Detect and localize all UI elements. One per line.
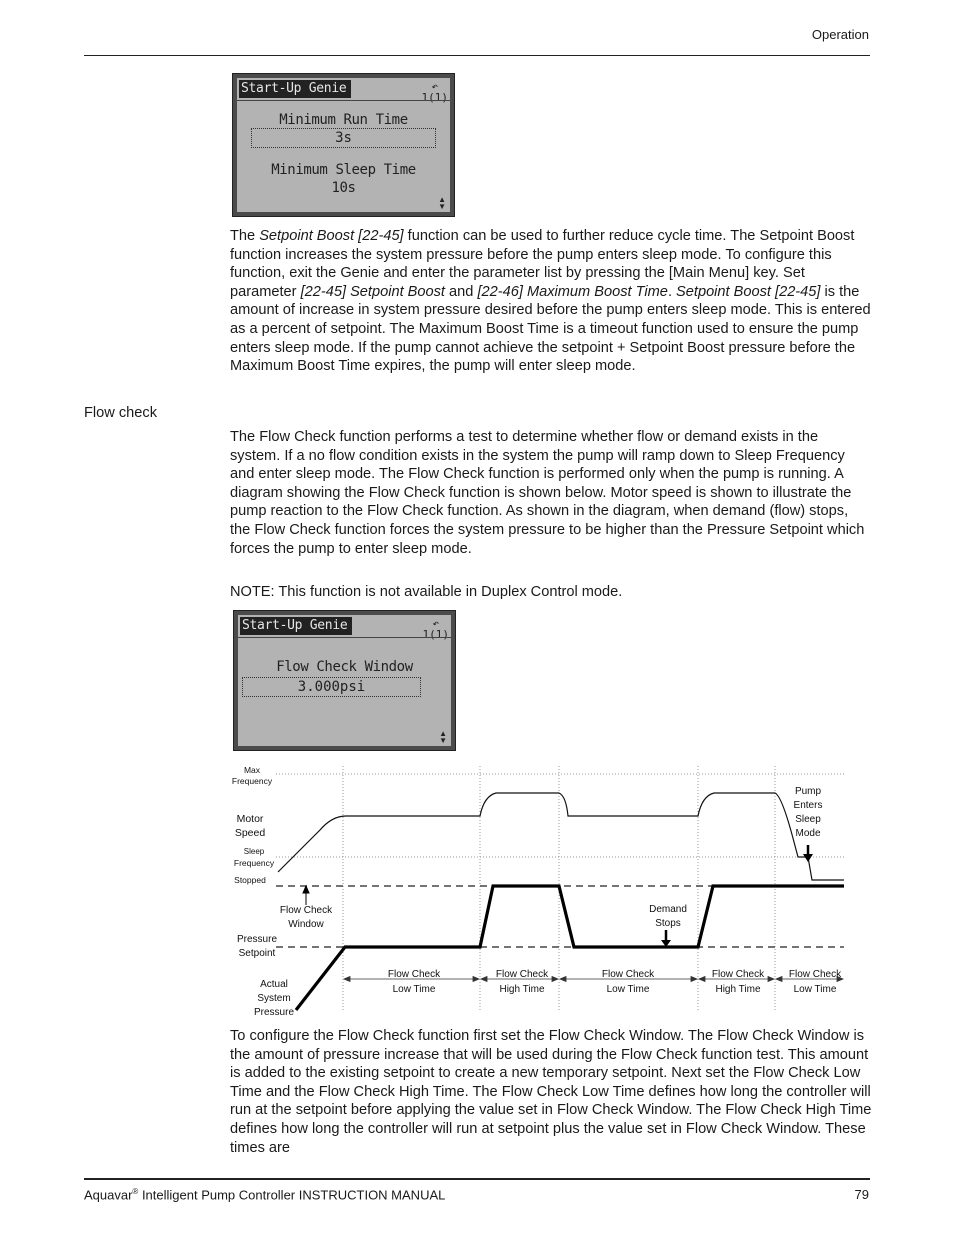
pump-enters-sleep-label: Enters: [793, 800, 823, 811]
stopped-label: Stopped: [234, 875, 266, 885]
actual-system-pressure-label: System: [257, 993, 291, 1004]
interval-label: Flow Check: [601, 969, 655, 980]
interval-label: Flow Check: [495, 969, 549, 980]
page-number: 79: [854, 1187, 869, 1202]
sleep-frequency-label: Sleep: [243, 847, 265, 856]
lcd-screen: [237, 78, 450, 212]
lcd-title: Start-Up Genie: [239, 80, 351, 98]
lcd-field-value: 3s: [251, 128, 436, 148]
lcd-field-value: 3.000psi: [242, 677, 421, 697]
note-label: NOTE:: [230, 584, 275, 600]
section-heading-flow-check: Flow check: [84, 405, 157, 421]
footer-document-title: Aquavar® Intelligent Pump Controller INSTRUCTION MANUAL: [84, 1187, 446, 1203]
lcd-page-indicator: 1(1): [421, 91, 448, 104]
motor-speed-curve: [278, 793, 844, 880]
sleep-frequency-label: Frequency: [233, 858, 275, 868]
pump-enters-sleep-label: Mode: [795, 828, 821, 839]
demand-stops-arrow-icon: [661, 930, 671, 947]
max-frequency-label: Max: [243, 765, 261, 775]
lcd-back-page-icon: ↶ 1(1): [422, 617, 449, 641]
lcd-title: Start-Up Genie: [240, 617, 352, 635]
note-paragraph: [230, 583, 872, 602]
actual-system-pressure-label: Actual: [260, 979, 288, 990]
interval-label: Flow Check: [387, 969, 441, 980]
note-text: This function is not available in Duplex Control mode.: [274, 584, 623, 600]
lcd-display-startup-genie-2: [233, 610, 456, 751]
motor-speed-label: Speed: [234, 827, 266, 839]
lcd-field-value: 10s: [331, 180, 356, 196]
flow-check-window-arrow: [303, 886, 309, 905]
demand-stops-label: Demand: [649, 904, 687, 915]
running-header: Operation: [811, 27, 869, 42]
pump-enters-sleep-arrow-icon: [803, 845, 813, 862]
lcd-divider: [237, 100, 450, 101]
actual-system-pressure-label: Pressure: [253, 1007, 295, 1018]
interval-label: High Time: [715, 984, 761, 995]
configuration-paragraph: To configure the Flow Check function first set the Flow Check Window. The Flow Check Window is the amount of pressure increase that will be used during the Flow Check function test. This amount is added to the existing setpoint to create a new temporary setpoint. Next set the Flow Check Low Time and the Flow Check High Time. The Flow Check Low Time defines how long the controller will run at the setpoint before applying the value set in Flow Check Window. The Flow Check High Time defines how long the controller will run at setpoint plus the value set in Flow Check Window. These times are: [230, 1028, 872, 1156]
max-frequency-label: Frequency: [231, 776, 273, 786]
pump-enters-sleep-label: Sleep: [795, 814, 821, 825]
flow-check-paragraph: The Flow Check function performs a test to determine whether flow or demand exists in the system. If a no flow condition exists in the system the pump will ramp down to Sleep Frequency and enter sleep mode. The Flow Check function is performed only when the pump is running. A diagram showing the Flow Check function is shown below. Motor speed is shown to illustrate the pump reaction to the Flow Check function. As shown in the diagram, when demand (flow) stops, the Flow Check function forces the system pressure to be higher than the Pressure Setpoint which forces the pump to enter sleep mode.: [230, 429, 865, 557]
lcd-scroll-arrows-icon: ▲ ▼: [438, 195, 446, 211]
flow-check-window-label: Flow Check: [279, 905, 333, 916]
lcd-field-label: Minimum Run Time: [279, 112, 408, 128]
flow-check-window-label: Window: [288, 919, 324, 930]
interval-label: Flow Check: [788, 969, 842, 980]
motor-speed-label: Motor: [236, 813, 264, 825]
flow-check-timing-diagram: [228, 760, 850, 1022]
interval-label: Flow Check: [711, 969, 765, 980]
interval-label: Low Time: [606, 984, 650, 995]
lcd-scroll-arrows-icon: ▲ ▼: [439, 729, 447, 745]
pressure-setpoint-label: Pressure: [236, 934, 278, 945]
actual-system-pressure-curve: [296, 886, 844, 1010]
setpoint-boost-paragraph: The Setpoint Boost [22-45] function can be used to further reduce cycle time. The Setpoint Boost function increases the system pressure before the pump enters sleep mode. To configure this function, exit the Genie and enter the parameter list by pressing the [Main Menu] key. Set parameter [22-45] Setpoint Boost and [22-46] Maximum Boost Time. Setpoint Boost [22-45] is the amount of increase in system pressure desired before the pump enters sleep mode. This is entered as a percent of setpoint. The Maximum Boost Time is a timeout function used to ensure the pump enters sleep mode. If the pump cannot achieve the setpoint + Setpoint Boost pressure before the Maximum Boost Time expires, the pump will enter sleep mode.: [230, 228, 871, 375]
lcd-page-indicator: 1(1): [422, 628, 449, 641]
interval-label: Low Time: [793, 984, 837, 995]
lcd-back-page-icon: ↶ 1(1): [421, 80, 448, 104]
demand-stops-label: Stops: [655, 918, 681, 929]
footer-rule: [84, 1178, 870, 1180]
lcd-screen: [238, 615, 451, 746]
header-rule: [84, 55, 870, 56]
pump-enters-sleep-label: Pump: [794, 786, 822, 797]
lcd-divider: [238, 637, 451, 638]
pressure-setpoint-label: Setpoint: [238, 948, 276, 959]
interval-label: Low Time: [392, 984, 436, 995]
lcd-display-startup-genie-1: [232, 73, 455, 217]
interval-label: High Time: [499, 984, 545, 995]
lcd-field-label: Flow Check Window: [276, 659, 413, 675]
lcd-field-label: Minimum Sleep Time: [271, 162, 416, 178]
